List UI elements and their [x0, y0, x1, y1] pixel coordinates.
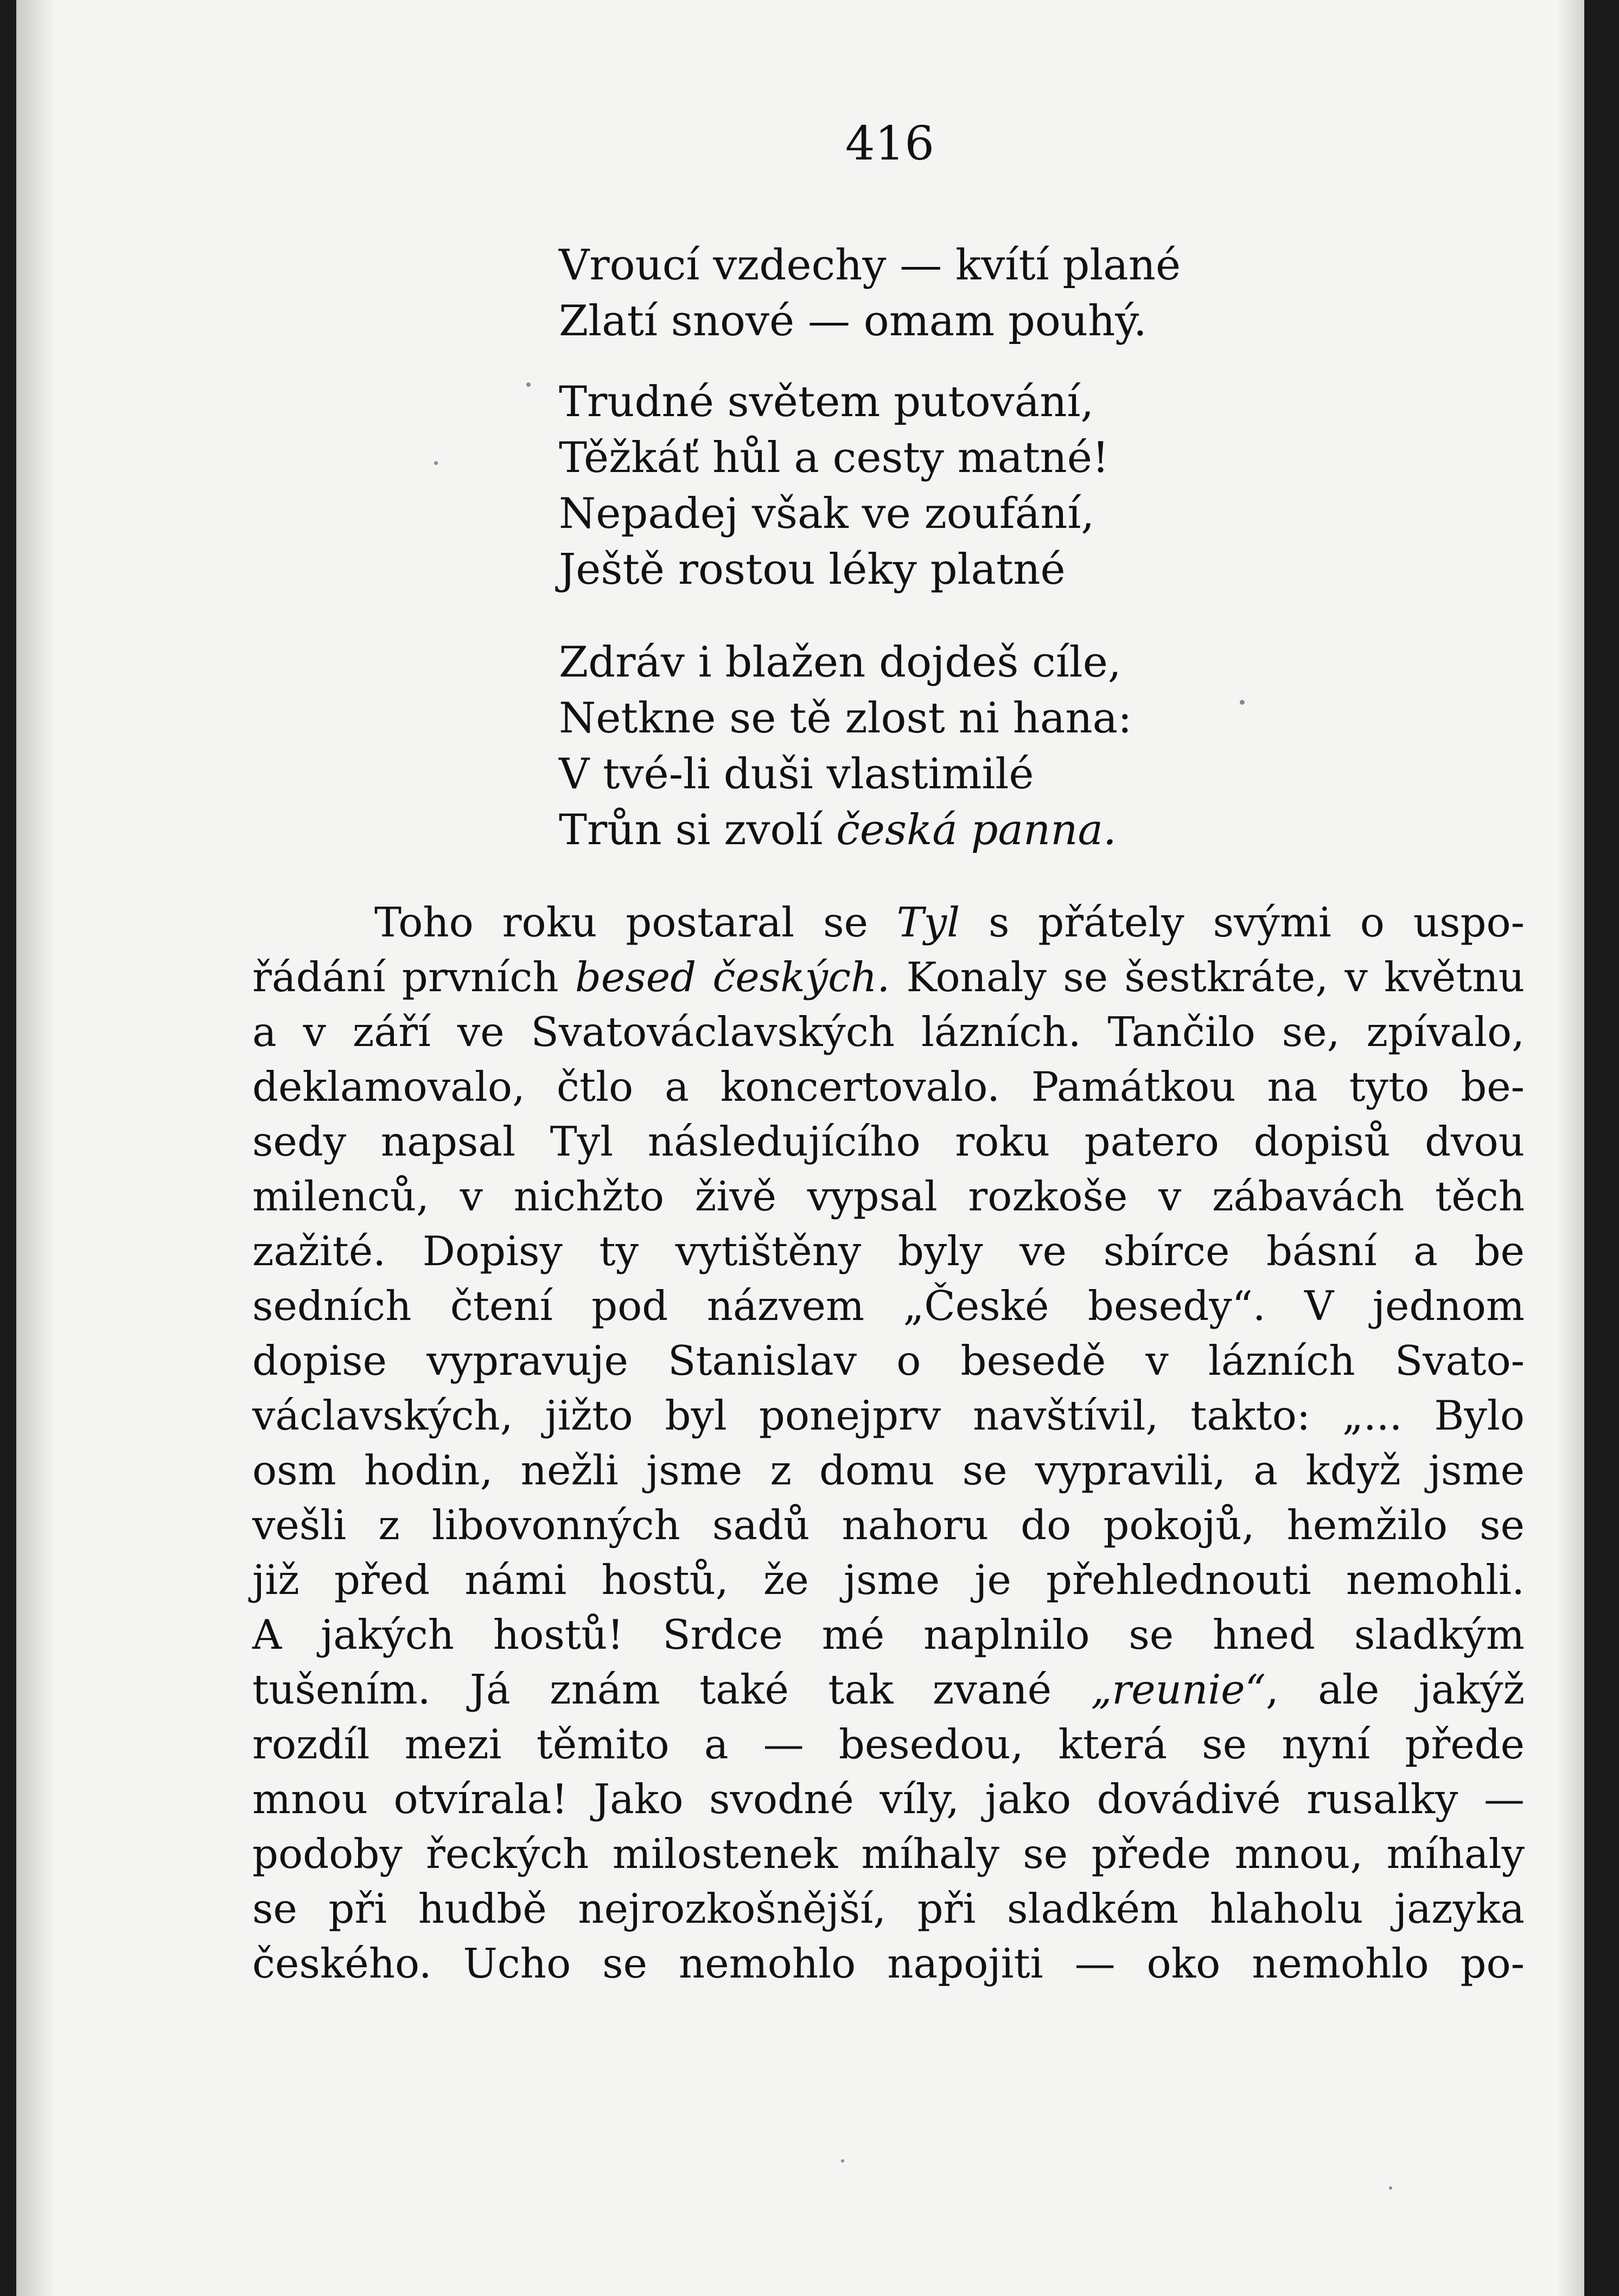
verse-line — [559, 802, 1132, 858]
poem-stanza-2 — [559, 374, 1109, 598]
verse-line: Těžkáť hůl a cesty matné! — [559, 433, 1110, 482]
verse-text: Trůn si zvolí — [559, 806, 837, 854]
text-line: zažité. Dopisy ty vytištěny byly ve sbírce básní a be — [252, 1227, 1525, 1275]
text-line: sedních čtení pod názvem „České besedy“. V jednom — [252, 1282, 1525, 1330]
text-line — [252, 895, 1525, 950]
text-line — [252, 950, 1525, 1005]
text-span: řádání prvních — [252, 953, 575, 1001]
paper-speck — [1389, 2186, 1392, 2190]
left-edge-shadow — [16, 0, 54, 2296]
text-span: Toho roku postaral se — [374, 898, 897, 946]
book-page — [16, 0, 1584, 2296]
prose-paragraph — [252, 895, 1525, 1991]
text-span: s přátely svými o uspo- — [960, 898, 1525, 946]
paper-speck — [526, 382, 531, 387]
text-line: vešli z libovonných sadů nahoru do pokojů, hemžilo se — [252, 1501, 1525, 1549]
text-line: osm hodin, nežli jsme z domu se vypravili, a když jsme — [252, 1446, 1525, 1494]
verse-line: Nepadej však ve zoufání, — [559, 489, 1095, 538]
text-line: sedy napsal Tyl následujícího roku patero dopisů dvou — [252, 1118, 1525, 1165]
text-span: , ale jakýž — [1266, 1666, 1525, 1713]
italic-name: Tyl — [896, 898, 960, 946]
page-number: 416 — [845, 117, 935, 171]
right-edge-shadow — [1557, 0, 1584, 2296]
text-line: mnou otvírala! Jako svodné víly, jako dovádivé rusalky — — [252, 1775, 1525, 1823]
paper-speck — [841, 2159, 844, 2163]
text-line — [252, 1662, 1525, 1717]
italic-phrase: česká panna. — [836, 806, 1117, 854]
poem-stanza-3 — [559, 635, 1132, 858]
verse-line: V tvé-li duši vlastimilé — [559, 750, 1034, 799]
text-line: již před námi hostů, že jsme je přehlednouti nemohli. — [252, 1556, 1525, 1604]
text-line: dopise vypravuje Stanislav o besedě v lázních Svato- — [252, 1337, 1525, 1385]
text-line: rozdíl mezi těmito a — besedou, která se nyní přede — [252, 1720, 1525, 1768]
verse-line: Zlatí snové — omam pouhý. — [559, 297, 1147, 346]
text-line: václavských, jižto byl ponejprv navštívil, takto: „... Bylo — [252, 1392, 1525, 1439]
verse-line: Vroucí vzdechy — kvítí plané — [559, 241, 1181, 290]
verse-line: Zdráv i blažen dojdeš cíle, — [559, 638, 1121, 687]
text-line: A jakých hostů! Srdce mé naplnilo se hned sladkým — [252, 1611, 1525, 1659]
paper-speck — [434, 461, 438, 465]
text-line: se při hudbě nejrozkošnější, při sladkém hlaholu jazyka — [252, 1885, 1525, 1933]
text-line: podoby řeckých milostenek míhaly se přede mnou, míhaly — [252, 1830, 1525, 1878]
verse-line: Netkne se tě zlost ni hana: — [559, 694, 1132, 743]
italic-word: „reunie“ — [1091, 1666, 1266, 1713]
text-line: deklamovalo, čtlo a koncertovalo. Památkou na tyto be- — [252, 1063, 1525, 1111]
poem-stanza-1 — [559, 238, 1181, 349]
text-span: Konaly se šestkráte, v květnu — [890, 953, 1525, 1001]
paper-speck — [1240, 700, 1245, 705]
text-span: tušením. Já znám také tak zvané — [252, 1666, 1091, 1713]
text-line: a v září ve Svatováclavských lázních. Tančilo se, zpívalo, — [252, 1008, 1525, 1056]
verse-line: Trudné světem putování, — [559, 378, 1094, 426]
italic-phrase: besed českých. — [575, 953, 890, 1001]
text-line: milenců, v nichžto živě vypsal rozkoše v zábavách těch — [252, 1172, 1525, 1220]
text-line: českého. Ucho se nemohlo napojiti — oko nemohlo po- — [252, 1940, 1525, 1987]
verse-line: Ještě rostou léky platné — [559, 545, 1066, 594]
